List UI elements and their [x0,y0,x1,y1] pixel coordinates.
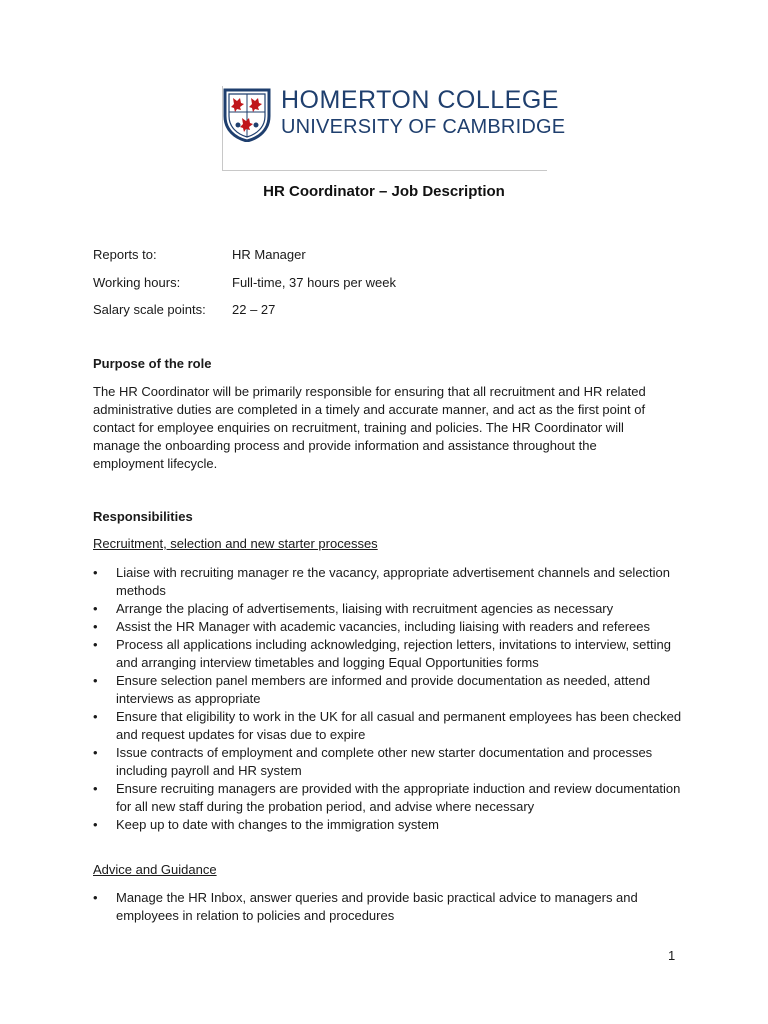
list-item: • Ensure recruiting managers are provided with the appropriate induction and review documentation for all new staff during the probation period, and advise where necessary [93,780,693,816]
meta-value: HR Manager [232,247,306,262]
college-name: HOMERTON COLLEGE [281,86,559,114]
document-title: HR Coordinator – Job Description [263,183,505,200]
meta-label: Salary scale points: [93,302,206,317]
meta-value: Full-time, 37 hours per week [232,275,397,290]
page-number: 1 [668,948,676,963]
responsibilities-heading: Responsibilities [93,509,193,524]
list-item: • Ensure that eligibility to work in the UK for all casual and permanent employees has been checked and request updates for visas due to expire [93,708,693,744]
purpose-heading: Purpose of the role [93,356,212,371]
advice-list [93,889,693,925]
recruitment-list [93,564,693,834]
meta-label: Reports to: [93,247,157,262]
college-logo [222,86,566,171]
list-item: • Arrange the placing of advertisements, liaising with recruitment agencies as necessary [93,600,693,618]
purpose-text: The HR Coordinator will be primarily responsible for ensuring that all recruitment and HR related administrative duties are completed in a timely and accurate manner, and act as the first point of contact for employee enquiries on recruitment, training and policies. The HR Coordinator will manage the onboarding process and provide information and assistance throughout the employment lifecycle. [93,384,646,471]
list-item: • Keep up to date with changes to the immigration system [93,816,693,834]
college-crest-icon [223,88,271,142]
list-item: • Ensure selection panel members are informed and provide documentation as needed, attend interviews as appropriate [93,672,693,708]
list-item: • Process all applications including acknowledging, rejection letters, invitations to interview, setting and arranging interview timetables and logging Equal Opportunities forms [93,636,693,672]
meta-label: Working hours: [93,275,181,290]
recruitment-subheading: Recruitment, selection and new starter processes [93,536,378,551]
advice-subheading: Advice and Guidance [93,862,217,877]
list-item: • Issue contracts of employment and complete other new starter documentation and processes including payroll and HR system [93,744,693,780]
meta-value: 22 – 27 [232,302,276,317]
list-item: • Manage the HR Inbox, answer queries and provide basic practical advice to managers and employees in relation to policies and procedures [93,889,693,925]
list-item: • Liaise with recruiting manager re the vacancy, appropriate advertisement channels and selection methods [93,564,693,600]
list-item: • Assist the HR Manager with academic vacancies, including liaising with readers and referees [93,618,693,636]
university-name: UNIVERSITY OF CAMBRIDGE [281,116,566,138]
